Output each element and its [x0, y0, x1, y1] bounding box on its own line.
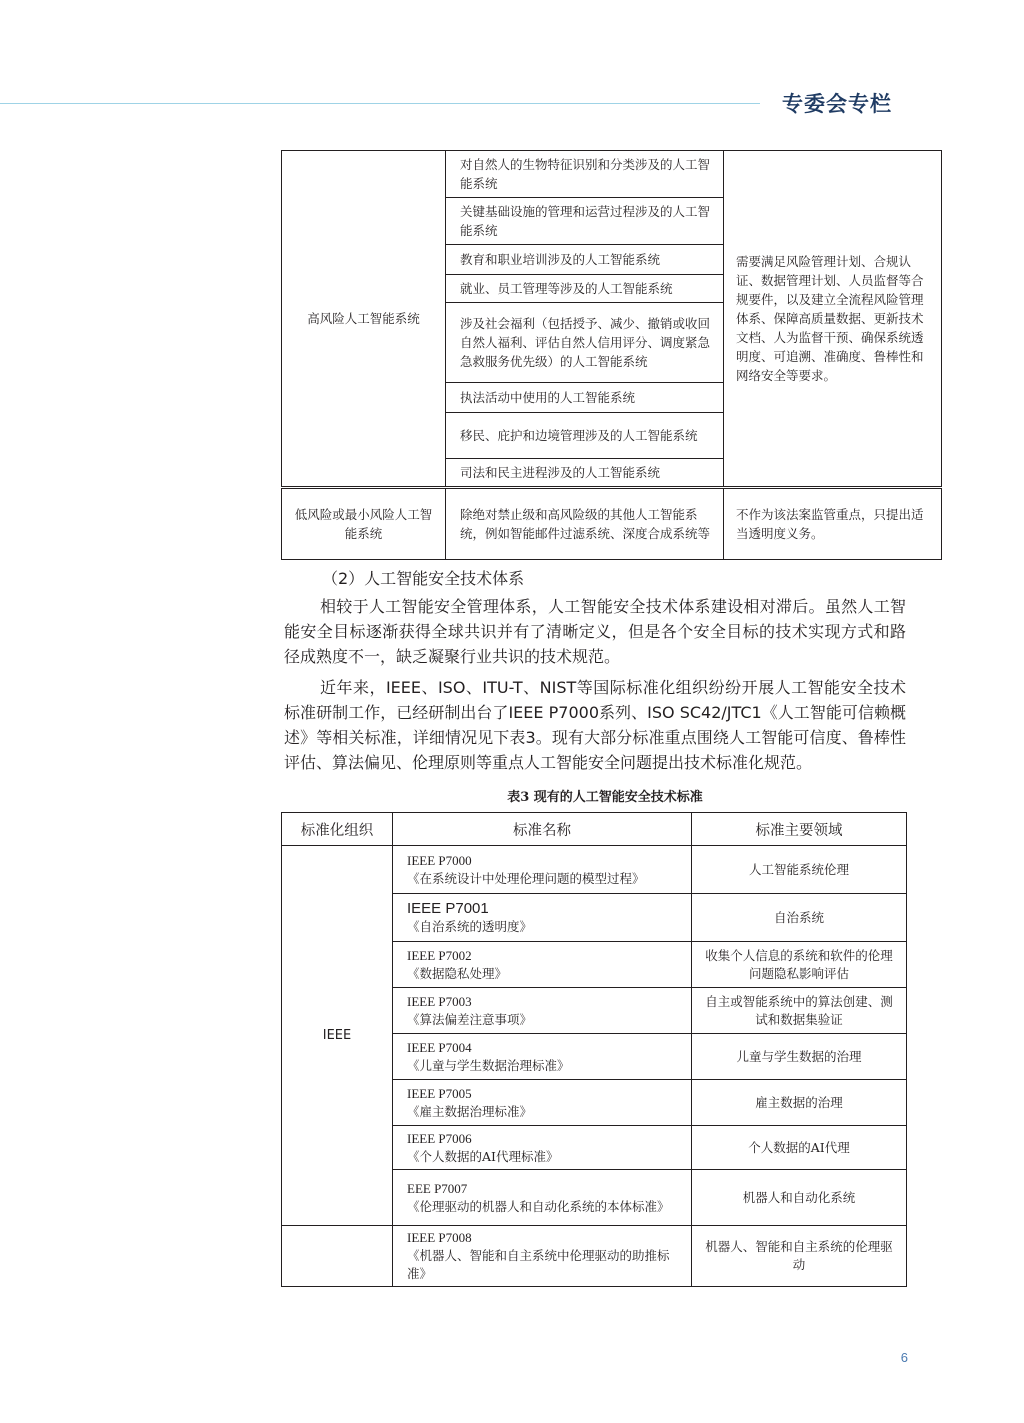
- org-cell-empty: [282, 1226, 393, 1287]
- standard-code: IEEE P7004: [407, 1039, 472, 1055]
- standard-title: 《机器人、智能和自主系统中伦理驱动的助推标准》: [407, 1248, 670, 1281]
- standard-title: 《自治系统的透明度》: [407, 918, 533, 934]
- standard-name-cell: [393, 1080, 692, 1126]
- standard-title: 《数据隐私处理》: [407, 965, 508, 981]
- high-risk-requirement: 需要满足风险管理计划、合规认证、数据管理计划、人员监督等合规要件，以及建立全流程风险管理体系、保障高质量数据、更新技术文档、人为监督干预、确保系统透明度、可追溯、准确度、鲁棒性和网络安全等要求。: [724, 151, 942, 488]
- standard-area: 收集个人信息的系统和软件的伦理问题隐私影响评估: [692, 942, 907, 988]
- column-header: 标准主要领域: [692, 813, 907, 846]
- org-cell: IEEE: [282, 846, 393, 1226]
- column-title: 专委会专栏: [782, 92, 892, 116]
- standard-name-cell: [393, 988, 692, 1034]
- high-risk-item: 就业、员工管理等涉及的人工智能系统: [446, 275, 724, 303]
- standard-name-cell: [393, 942, 692, 988]
- standard-name-cell: [393, 846, 692, 894]
- table-caption: 表3 现有的人工智能安全技术标准: [507, 790, 703, 805]
- ai-safety-standards-table: [281, 812, 907, 1287]
- high-risk-item: 司法和民主进程涉及的人工智能系统: [446, 459, 724, 488]
- standard-area: 儿童与学生数据的治理: [692, 1034, 907, 1080]
- standard-code: IEEE P7006: [407, 1130, 472, 1146]
- standard-title: 《伦理驱动的机器人和自动化系统的本体标准》: [407, 1198, 670, 1214]
- high-risk-item: 对自然人的生物特征识别和分类涉及的人工智能系统: [446, 151, 724, 198]
- column-header: 标准名称: [393, 813, 692, 846]
- standard-name-cell: [393, 1126, 692, 1170]
- standard-code: IEEE P7000: [407, 852, 472, 868]
- page-number: 6: [900, 1350, 908, 1365]
- standard-area: 机器人、智能和自主系统的伦理驱动: [692, 1226, 907, 1287]
- standard-name-cell: [393, 1034, 692, 1080]
- paragraph: 近年来，IEEE、ISO、ITU-T、NIST等国际标准化组织纷纷开展人工智能安全技术标准研制工作，已经研制出台了IEEE P7000系列、ISO SC42/JTC1《人工智能可信赖概述》等相关标准，详细情况见下表3。现有大部分标准重点围绕人工智能可信度、鲁棒性评估、算法偏见、伦理原则等重点人工智能安全问题提出技术标准化规范。: [284, 678, 906, 772]
- high-risk-label: 高风险人工智能系统: [282, 151, 446, 488]
- standard-code: IEEE P7005: [407, 1085, 472, 1101]
- risk-classification-table: [281, 150, 942, 560]
- high-risk-item: 执法活动中使用的人工智能系统: [446, 383, 724, 413]
- header-rule: [0, 103, 760, 104]
- standard-area: 机器人和自动化系统: [692, 1170, 907, 1226]
- standard-name-cell: [393, 1170, 692, 1226]
- standard-title: 《在系统设计中处理伦理问题的模型过程》: [407, 870, 645, 886]
- standard-code: IEEE P7001: [407, 899, 489, 917]
- table-row: [282, 1226, 907, 1287]
- table-header-row: [282, 813, 907, 846]
- standard-area: 自主或智能系统中的算法创建、测试和数据集验证: [692, 988, 907, 1034]
- high-risk-item: 涉及社会福利（包括授予、减少、撤销或收回自然人福利、评估自然人信用评分、调度紧急急救服务优先级）的人工智能系统: [446, 303, 724, 383]
- standard-code: EEE P7007: [407, 1180, 468, 1196]
- table-row: [282, 846, 907, 894]
- low-risk-requirement: 不作为该法案监管重点，只提出适当透明度义务。: [724, 488, 942, 560]
- standard-name-cell: [393, 894, 692, 942]
- standard-area: 雇主数据的治理: [692, 1080, 907, 1126]
- paragraph: 相较于人工智能安全管理体系，人工智能安全技术体系建设相对滞后。虽然人工智能安全目标逐渐获得全球共识并有了清晰定义，但是各个安全目标的技术实现方式和路径成熟度不一，缺乏凝聚行业共识的技术规范。: [284, 597, 906, 666]
- table-row: [282, 151, 942, 198]
- standard-name-cell: [393, 1226, 692, 1287]
- high-risk-item: 教育和职业培训涉及的人工智能系统: [446, 245, 724, 275]
- low-risk-label: 低风险或最小风险人工智能系统: [282, 488, 446, 560]
- standard-title: 《儿童与学生数据治理标准》: [407, 1057, 570, 1073]
- table-row: [282, 488, 942, 560]
- column-header: 标准化组织: [282, 813, 393, 846]
- standard-title: 《雇主数据治理标准》: [407, 1103, 533, 1119]
- standard-title: 《个人数据的AI代理标准》: [407, 1148, 559, 1164]
- standard-title: 《算法偏差注意事项》: [407, 1011, 533, 1027]
- standard-area: 人工智能系统伦理: [692, 846, 907, 894]
- standard-code: IEEE P7002: [407, 947, 472, 963]
- high-risk-item: 关键基础设施的管理和运营过程涉及的人工智能系统: [446, 198, 724, 245]
- standard-area: 自治系统: [692, 894, 907, 942]
- low-risk-items: 除绝对禁止级和高风险级的其他人工智能系统，例如智能邮件过滤系统、深度合成系统等: [446, 488, 724, 560]
- standard-code: IEEE P7003: [407, 993, 472, 1009]
- standard-code: IEEE P7008: [407, 1230, 472, 1245]
- standard-area: 个人数据的AI代理: [692, 1126, 907, 1170]
- high-risk-item: 移民、庇护和边境管理涉及的人工智能系统: [446, 413, 724, 459]
- section-subheading: （2）人工智能安全技术体系: [322, 569, 525, 588]
